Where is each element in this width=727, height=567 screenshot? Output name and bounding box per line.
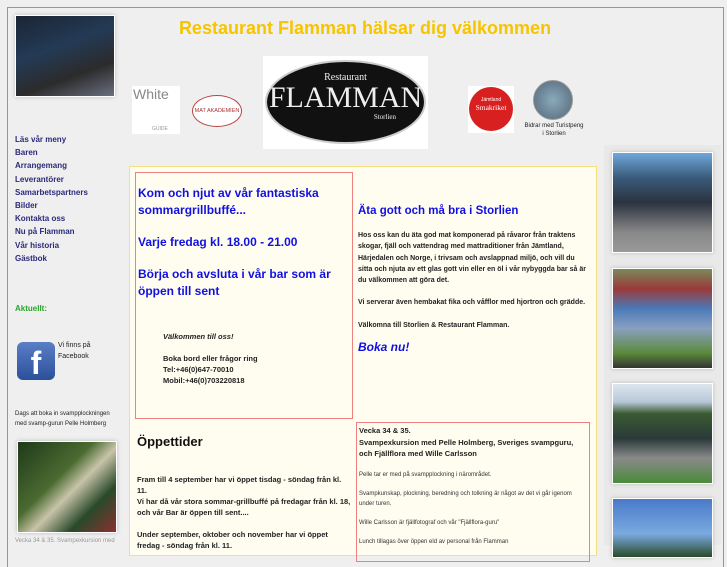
smakriket-top: Jämtland: [480, 97, 502, 103]
welcome-text: Välkommen till oss!: [163, 332, 234, 341]
hours-p3: Under september, oktober och november har vi öppet fredag - söndag från kl. 11.: [137, 530, 328, 550]
nav-item-samarbetspartners[interactable]: Samarbetspartners: [15, 187, 88, 197]
promo-line-1: Kom och njut av vår fantastiska sommargrillbuffé...: [138, 186, 319, 217]
svamp-photo-caption: Vecka 34 & 35. Svampexkursion med: [15, 538, 115, 544]
house-photo: [15, 15, 115, 97]
gallery-photo-1[interactable]: [612, 152, 713, 253]
matakademien-logo: [192, 95, 242, 127]
nav-item-leverantorer[interactable]: Leverantörer: [15, 174, 64, 184]
event-subtitle: Svampexkursion med Pelle Holmberg, Sveriges svampguru, och Fjällflora med Wille Carlsson: [359, 437, 574, 458]
turistpeng-caption: Bidrar med Turistpeng i Storlien: [524, 123, 584, 137]
smakriket-main: Smakriket: [475, 103, 507, 112]
gallery-photo-2[interactable]: [612, 268, 713, 369]
promo-box: [135, 172, 353, 419]
promo-line-3: Börja och avsluta i vår bar som är öppen till sent: [138, 267, 331, 298]
facebook-link[interactable]: Vi finns på Facebook: [58, 342, 91, 360]
flamman-logo-bottom: Storlien: [373, 113, 396, 121]
nav-item-bilder[interactable]: Bilder: [15, 200, 38, 210]
intro-heading: Äta gott och må bra i Storlien: [358, 205, 519, 217]
svamp-photo: [17, 441, 117, 533]
flamman-logo: [263, 56, 428, 149]
booking-info: Boka bord eller frågor ring: [163, 354, 258, 363]
nav-item-kontakta[interactable]: Kontakta oss: [15, 214, 66, 224]
svamp-note: Dags att boka in svampplockningen med svamp-gurun Pelle Holmberg: [15, 411, 110, 427]
intro-p2: Vi serverar även hembakat fika och våfflor med hjortron och grädde.: [358, 299, 586, 307]
nav-item-arrangemang[interactable]: Arrangemang: [15, 161, 68, 171]
smakriket-logo: [468, 86, 514, 133]
hours-p2: Vi har då vår stora sommar-grillbuffé på fredagar från kl. 18, och vår Bar är öppen till sent....: [137, 497, 351, 517]
gallery-photo-4[interactable]: [612, 498, 713, 558]
page-title: Restaurant Flamman hälsar dig välkommen: [178, 18, 552, 38]
event-p1: Pelle tar er med på svampplockning i närområdet.: [359, 471, 492, 478]
hours-heading: Öppettider: [137, 434, 203, 449]
white-guide-sub: GUIDE: [152, 126, 168, 132]
event-p4: Lunch tillagas över öppen eld av personal från Flamman: [359, 538, 509, 545]
nav-item-baren[interactable]: Baren: [15, 148, 38, 158]
mobile-number[interactable]: Mobil:+46(0)703220818: [163, 376, 245, 385]
hours-p1: Fram till 4 september har vi öppet tisdag - söndag från kl. 11.: [137, 475, 342, 495]
white-guide-logo: [132, 86, 180, 134]
main-nav: [15, 135, 88, 267]
intro-section: [358, 205, 590, 354]
nav-item-nu-pa-flamman[interactable]: Nu på Flamman: [15, 227, 75, 237]
flamman-logo-top: Restaurant: [324, 72, 367, 83]
phone-number[interactable]: Tel:+46(0)647-70010: [163, 365, 234, 374]
nav-item-menu[interactable]: Läs vår meny: [15, 135, 67, 144]
aktuellt-label: Aktuellt:: [15, 304, 47, 313]
facebook-icon[interactable]: f: [17, 342, 55, 380]
white-guide-text: White: [133, 86, 169, 102]
nav-item-gastbok[interactable]: Gästbok: [15, 253, 48, 263]
promo-line-2: Varje fredag kl. 18.00 - 21.00: [138, 235, 298, 249]
event-box: [356, 422, 590, 562]
event-p3: Wille Carlsson är fjällfotograf och vår "Fjällflora-guru": [359, 519, 500, 526]
intro-p1: Hos oss kan du äta god mat komponerad på råvaror från traktens skogar, fjäll och vattendrag med mattraditioner från Jämtland, Härjedalen och Norge, i trivsam och avslappnad miljö, och vill du sitta och njuta av ett glas gott vin eller en öl i vår nybyggda bar så är du välkommen att göra det.: [358, 232, 586, 285]
nav-item-historia[interactable]: Vår historia: [15, 240, 60, 250]
event-title: Vecka 34 & 35.: [359, 426, 411, 435]
intro-p3: Välkomna till Storlien & Restaurant Flamman.: [358, 321, 510, 329]
flamman-logo-main: FLAMMAN: [268, 81, 423, 114]
hours-section: [137, 434, 352, 551]
gallery-photo-3[interactable]: [612, 383, 713, 484]
matakademien-text: MAT AKADEMIEN: [194, 108, 240, 114]
book-now-link[interactable]: Boka nu!: [358, 340, 410, 355]
event-p2: Svampkunskap, plockning, beredning och tolkning är något av det vi går igenom under turen.: [359, 490, 572, 507]
turistpeng-badge: [533, 80, 573, 120]
